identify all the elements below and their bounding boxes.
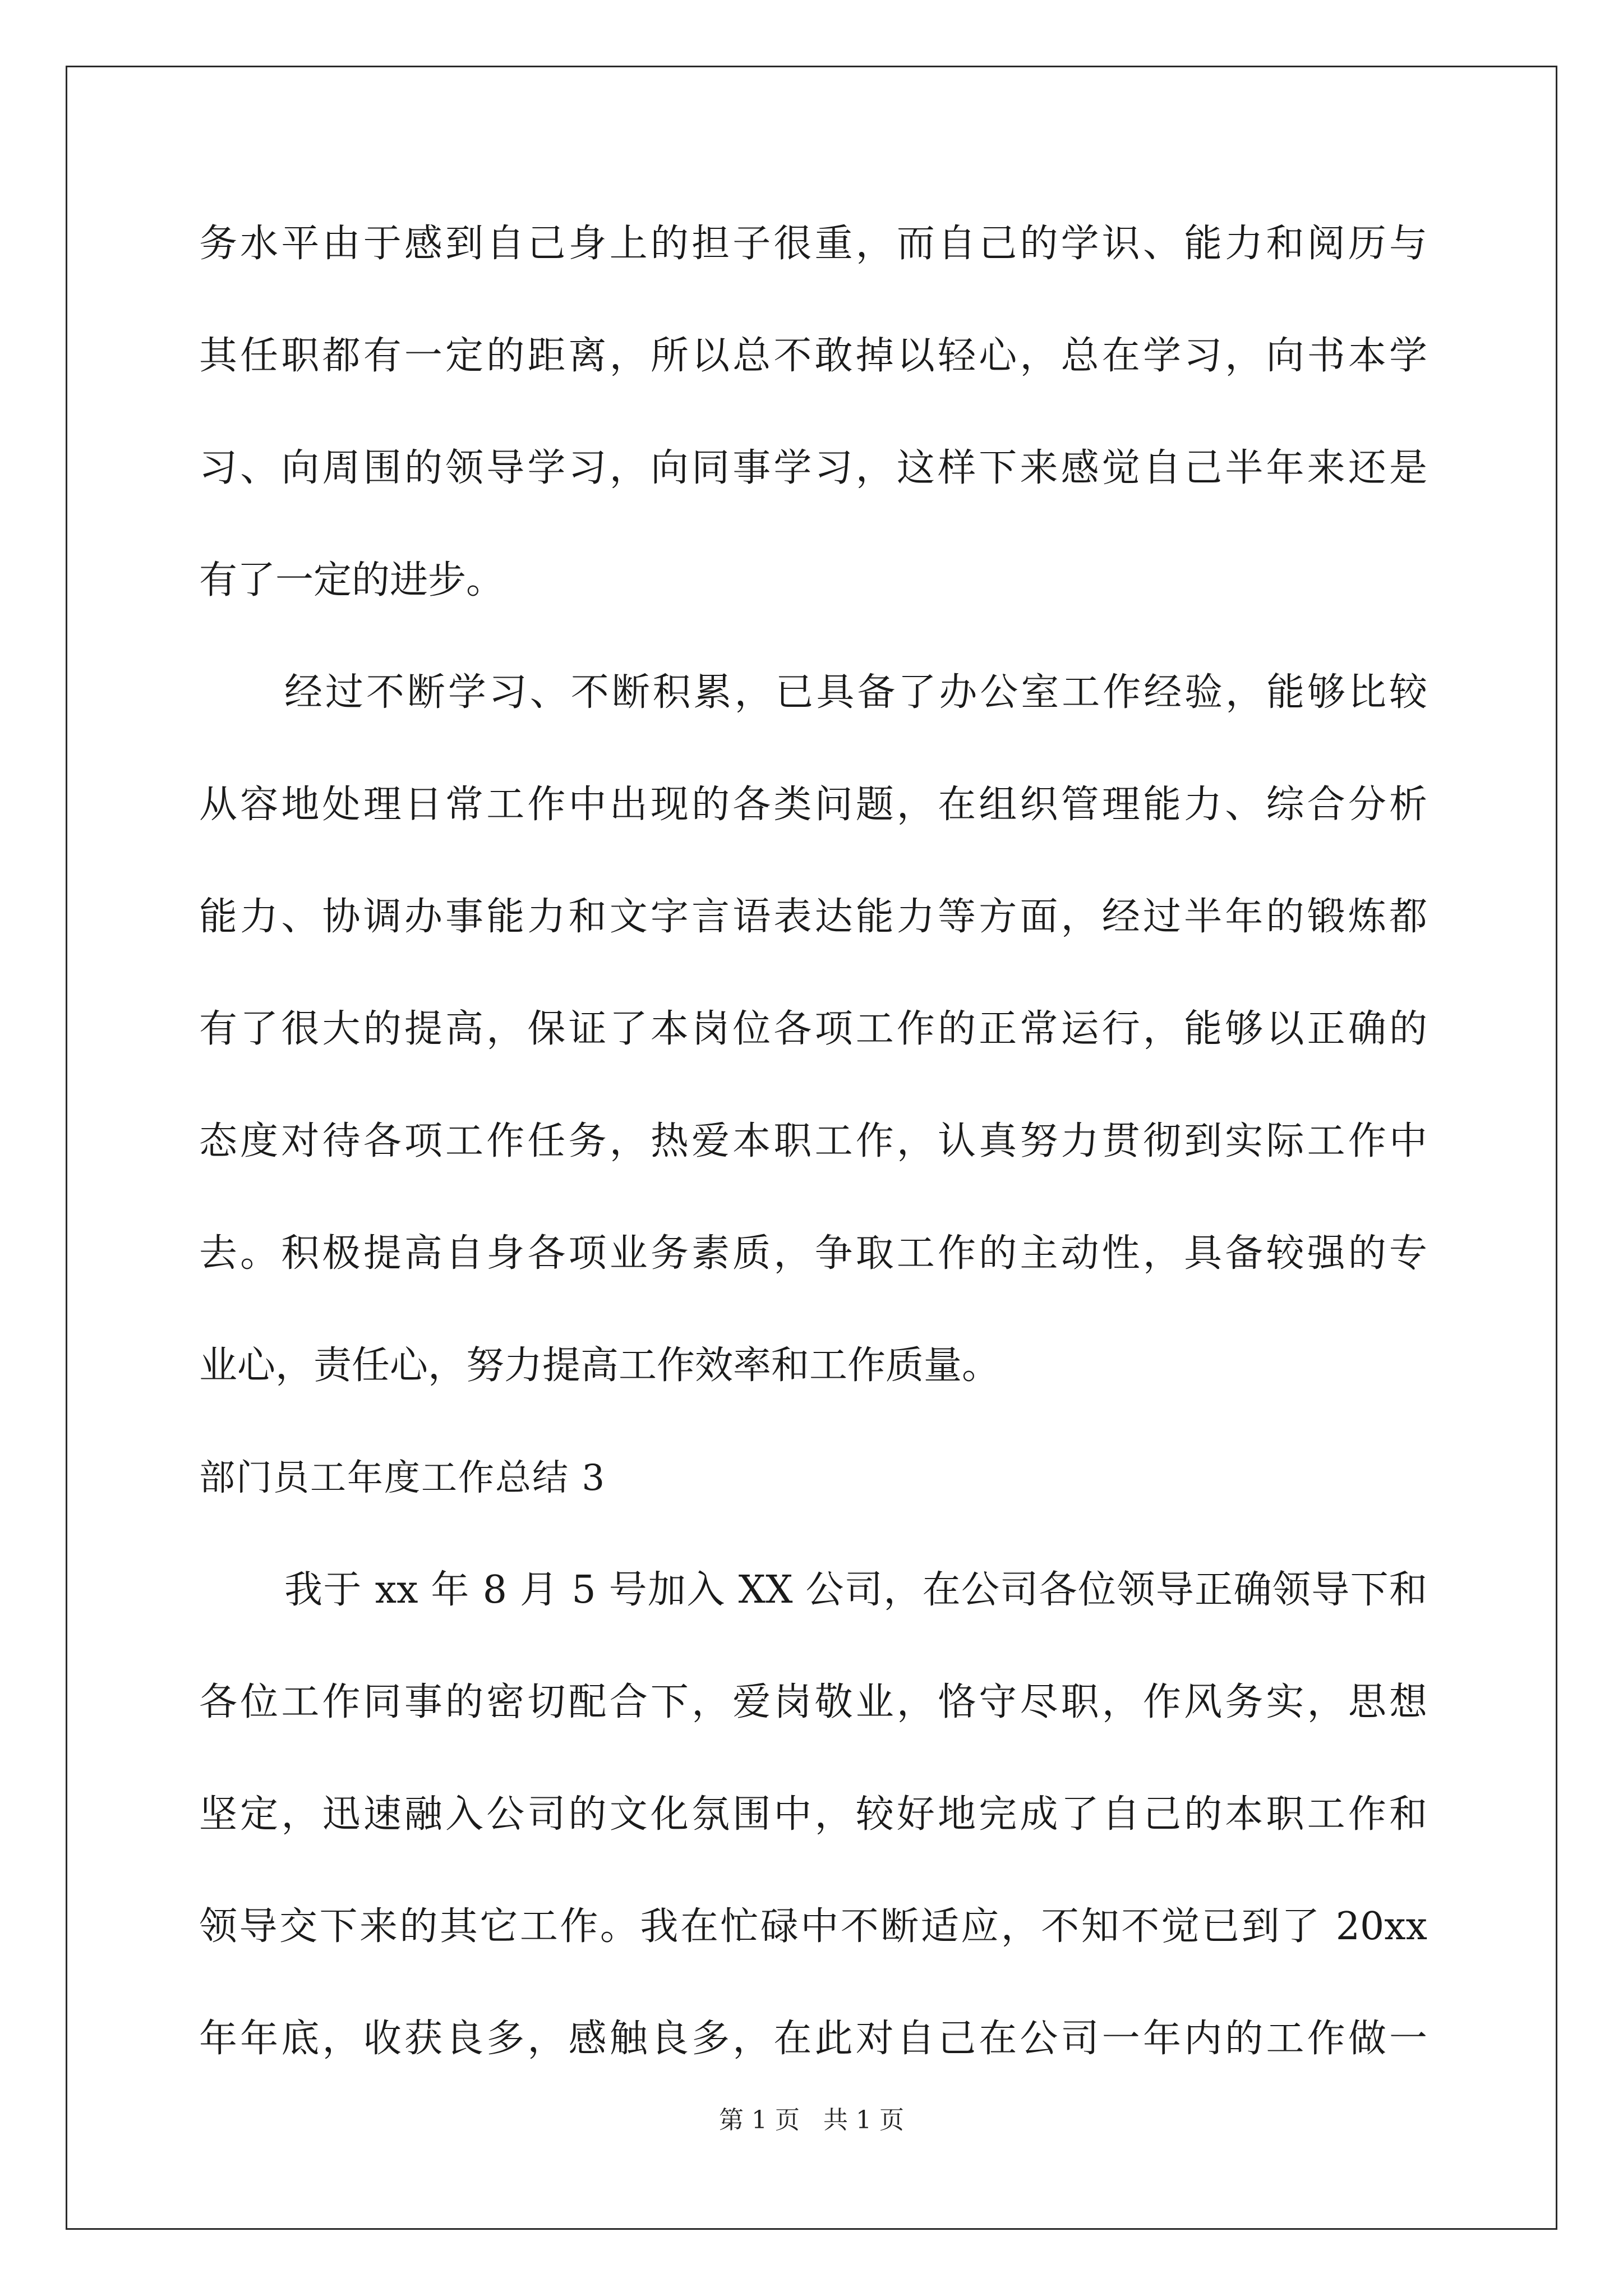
paragraph-line: 经过不断学习、不断积累，已具备了办公室工作经验，能够比较 [284,670,1427,715]
paragraph-line: 有了一定的进步。 [199,558,505,602]
paragraph-line: 务水平由于感到自己身上的担子很重，而自己的学识、能力和阅历与 [199,222,1427,266]
document-body [199,213,1427,2120]
paragraph-line: 各位工作同事的密切配合下，爱岗敬业，恪守尽职，作风务实，思想 [199,1680,1427,1724]
paragraph-line: 习、向周围的领导学习，向同事学习，这样下来感觉自己半年来还是 [199,446,1427,490]
section-heading: 部门员工年度工作总结 3 [199,1457,606,1499]
paragraph-line: 去。积极提高自身各项业务素质，争取工作的主动性，具备较强的专 [199,1231,1427,1276]
paragraph-line: 年年底，收获良多，感触良多，在此对自己在公司一年内的工作做一 [199,2017,1427,2061]
paragraph-line: 有了很大的提高，保证了本岗位各项工作的正常运行，能够以正确的 [199,1007,1427,1051]
page-footer: 第 1 页 共 1 页 [719,2106,904,2134]
paragraph-line: 从容地处理日常工作中出现的各类问题，在组织管理能力、综合分析 [199,783,1427,827]
paragraph-line: 坚定，迅速融入公司的文化氛围中，较好地完成了自己的本职工作和 [199,1792,1427,1837]
paragraph-line: 业心，责任心，努力提高工作效率和工作质量。 [199,1343,1000,1388]
paragraph-line: 领导交下来的其它工作。我在忙碌中不断适应，不知不觉已到了 20xx [199,1904,1427,1949]
paragraph-line: 态度对待各项工作任务，热爱本职工作，认真努力贯彻到实际工作中 [199,1119,1427,1163]
paragraph-line: 能力、协调办事能力和文字言语表达能力等方面，经过半年的锻炼都 [199,895,1427,939]
paragraph-line: 其任职都有一定的距离，所以总不敢掉以轻心，总在学习，向书本学 [199,334,1427,378]
paragraph-line: 我于 xx 年 8 月 5 号加入 XX 公司，在公司各位领导正确领导下和 [284,1568,1427,1612]
